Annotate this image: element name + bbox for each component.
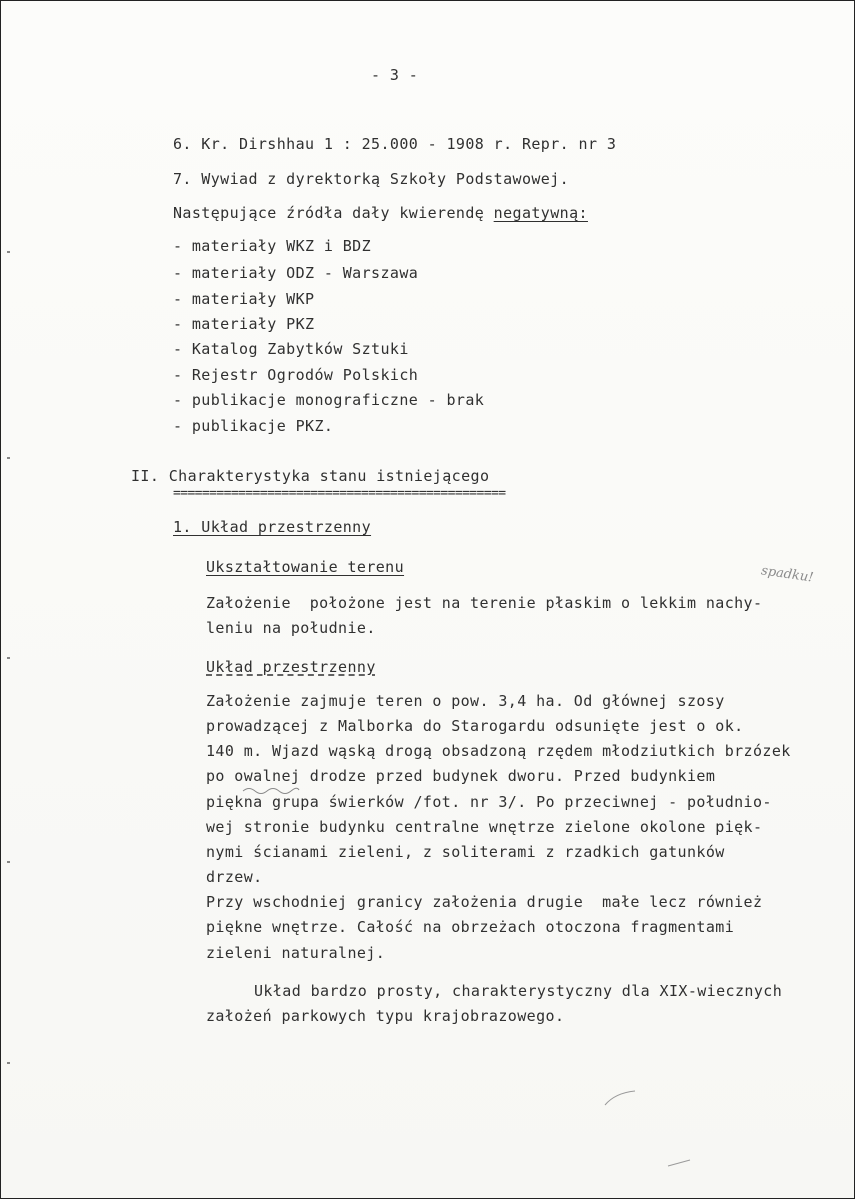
paragraph-line: piękna grupa świerków /fot. nr 3/. Po przeciwnej - południo- — [206, 793, 772, 811]
list-item: - publikacje monograficzne - brak — [173, 391, 485, 409]
paragraph-line: piękne wnętrze. Całość na obrzeżach otoczona fragmentami — [206, 918, 735, 936]
pencil-mark — [601, 1089, 641, 1109]
list-item: - publikacje PKZ. — [173, 417, 334, 435]
layout-heading-text: Układ przestrzenny — [206, 658, 376, 676]
paragraph-line: leniu na południe. — [206, 619, 376, 637]
source-item-6: 6. Kr. Dirshhau 1 : 25.000 - 1908 r. Repr. nr 3 — [173, 135, 617, 153]
list-item: - Katalog Zabytków Sztuki — [173, 340, 409, 358]
paragraph-line: Układ bardzo prosty, charakterystyczny dla XIX-wiecznych — [254, 982, 783, 1000]
layout-heading — [206, 657, 376, 677]
list-item: - materiały PKZ — [173, 315, 315, 333]
negative-word: negatywną: — [493, 204, 588, 222]
margin-tick — [7, 457, 10, 459]
paragraph-line: prowadzącej z Malborka do Starogardu odsunięte jest o ok. — [206, 717, 744, 735]
paragraph-line: Założenie położone jest na terenie płaskim o lekkim nachy- — [206, 594, 763, 612]
paragraph-line: 140 m. Wjazd wąską drogą obsadzoną rzędem młodziutkich brzózek — [206, 742, 791, 760]
paragraph-line: Przy wschodniej granicy założenia drugie małe lecz również — [206, 893, 763, 911]
list-item: - materiały ODZ - Warszawa — [173, 264, 419, 282]
margin-tick — [7, 657, 10, 659]
paragraph-line: drzew. — [206, 868, 263, 886]
negative-intro-text: Następujące źródła dały kwierendę — [173, 204, 494, 222]
double-rule: ============================================== — [173, 486, 506, 501]
paragraph-line: nymi ścianami zieleni, z soliterami z rzadkich gatunków — [206, 843, 725, 861]
subsection-heading-text: 1. Układ przestrzenny — [173, 518, 372, 536]
subsection-heading — [173, 517, 371, 537]
paragraph-line: po owalnej drodze przed budynek dworu. Przed budynkiem — [206, 767, 716, 785]
terrain-heading — [206, 557, 404, 577]
paragraph-line: wej stronie budynku centralne wnętrze zielone okolone pięk- — [206, 818, 763, 836]
source-item-7: 7. Wywiad z dyrektorką Szkoły Podstawowej. — [173, 170, 570, 188]
pencil-mark — [666, 1157, 696, 1169]
pencil-squiggle — [241, 785, 301, 795]
paragraph-line: zieleni naturalnej. — [206, 944, 386, 962]
margin-tick — [7, 1062, 10, 1064]
list-item: - Rejestr Ogrodów Polskich — [173, 366, 419, 384]
list-item: - materiały WKZ i BDZ — [173, 237, 372, 255]
list-item: - materiały WKP — [173, 290, 315, 308]
margin-tick — [7, 251, 10, 253]
paragraph-line: założeń parkowych typu krajobrazowego. — [206, 1007, 565, 1025]
section-heading: II. Charakterystyka stanu istniejącego — [131, 467, 490, 485]
page-number: - 3 - — [371, 66, 419, 84]
paragraph-line: Założenie zajmuje teren o pow. 3,4 ha. Od głównej szosy — [206, 692, 725, 710]
negative-sources-intro — [173, 203, 588, 223]
terrain-heading-text: Ukształtowanie terenu — [206, 558, 405, 576]
margin-tick — [7, 861, 10, 863]
handwritten-margin-note: spadku! — [760, 563, 815, 586]
